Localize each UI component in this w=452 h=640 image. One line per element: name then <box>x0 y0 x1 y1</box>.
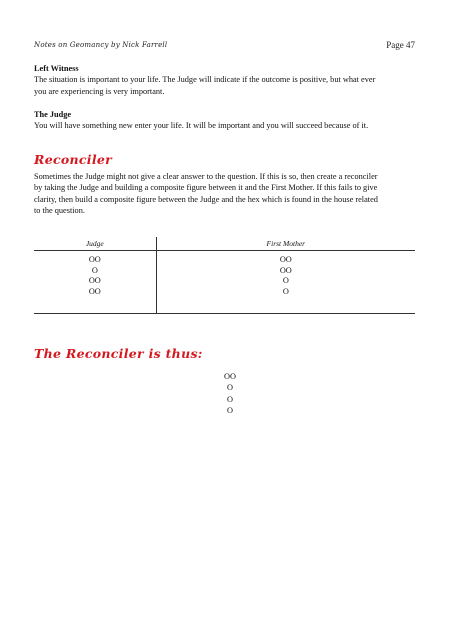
reconciler-figure <box>210 371 250 417</box>
page-number: Page 47 <box>386 40 415 50</box>
reconciler-figure-row: O <box>227 383 233 393</box>
running-header <box>34 41 415 53</box>
reconciler-figure-row: O <box>227 406 233 416</box>
reconciler-heading: Reconciler <box>34 152 113 167</box>
table-header-row <box>34 237 415 251</box>
judge-section <box>34 109 424 132</box>
first-mother-figure-row: OO <box>279 255 292 264</box>
first-mother-figure-row: O <box>282 276 289 285</box>
reconciler-line: Sometimes the Judge might not give a clear answer to the question. If this is so, then create a reconciler <box>34 172 378 181</box>
left-witness-line: you are experiencing is very important. <box>34 86 165 96</box>
first-mother-figure-row: O <box>282 286 289 296</box>
column-header-first-mother: First Mother <box>156 237 415 251</box>
running-title: Notes on Geomancy by Nick Farrell <box>34 41 168 49</box>
judge-figure-row: OO <box>88 255 101 264</box>
first-mother-figure-row: OO <box>279 265 292 275</box>
judge-figure-row: OO <box>88 276 101 285</box>
judge-line: You will have something new enter your life. It will be important and you will succeed because of it. <box>34 121 369 131</box>
reconciler-line: clarity, then build a composite figure between the Judge and the hex which is found in the house related <box>34 194 378 204</box>
judge-heading: The Judge <box>34 110 72 119</box>
table-row <box>34 251 415 314</box>
first-mother-figure-cell <box>156 251 415 314</box>
figure-table <box>34 237 415 314</box>
reconciler-line: by taking the Judge and building a composite figure between it and the First Mother. If this fails to give <box>34 183 378 193</box>
left-witness-heading: Left Witness <box>34 64 79 73</box>
column-header-judge: Judge <box>34 237 156 251</box>
reconciler-figure-row: OO <box>224 372 236 381</box>
judge-figure-cell <box>34 251 156 314</box>
left-witness-line: The situation is important to your life. The Judge will indicate if the outcome is positive, but what ever <box>34 75 376 85</box>
result-heading: The Reconciler is thus: <box>34 346 203 361</box>
judge-figure-row: OO <box>88 286 101 296</box>
left-witness-section <box>34 63 424 97</box>
reconciler-line: to the question. <box>34 206 85 216</box>
judge-figure-row: O <box>91 265 98 275</box>
reconciler-section <box>34 171 424 217</box>
reconciler-figure-row: O <box>227 394 233 404</box>
